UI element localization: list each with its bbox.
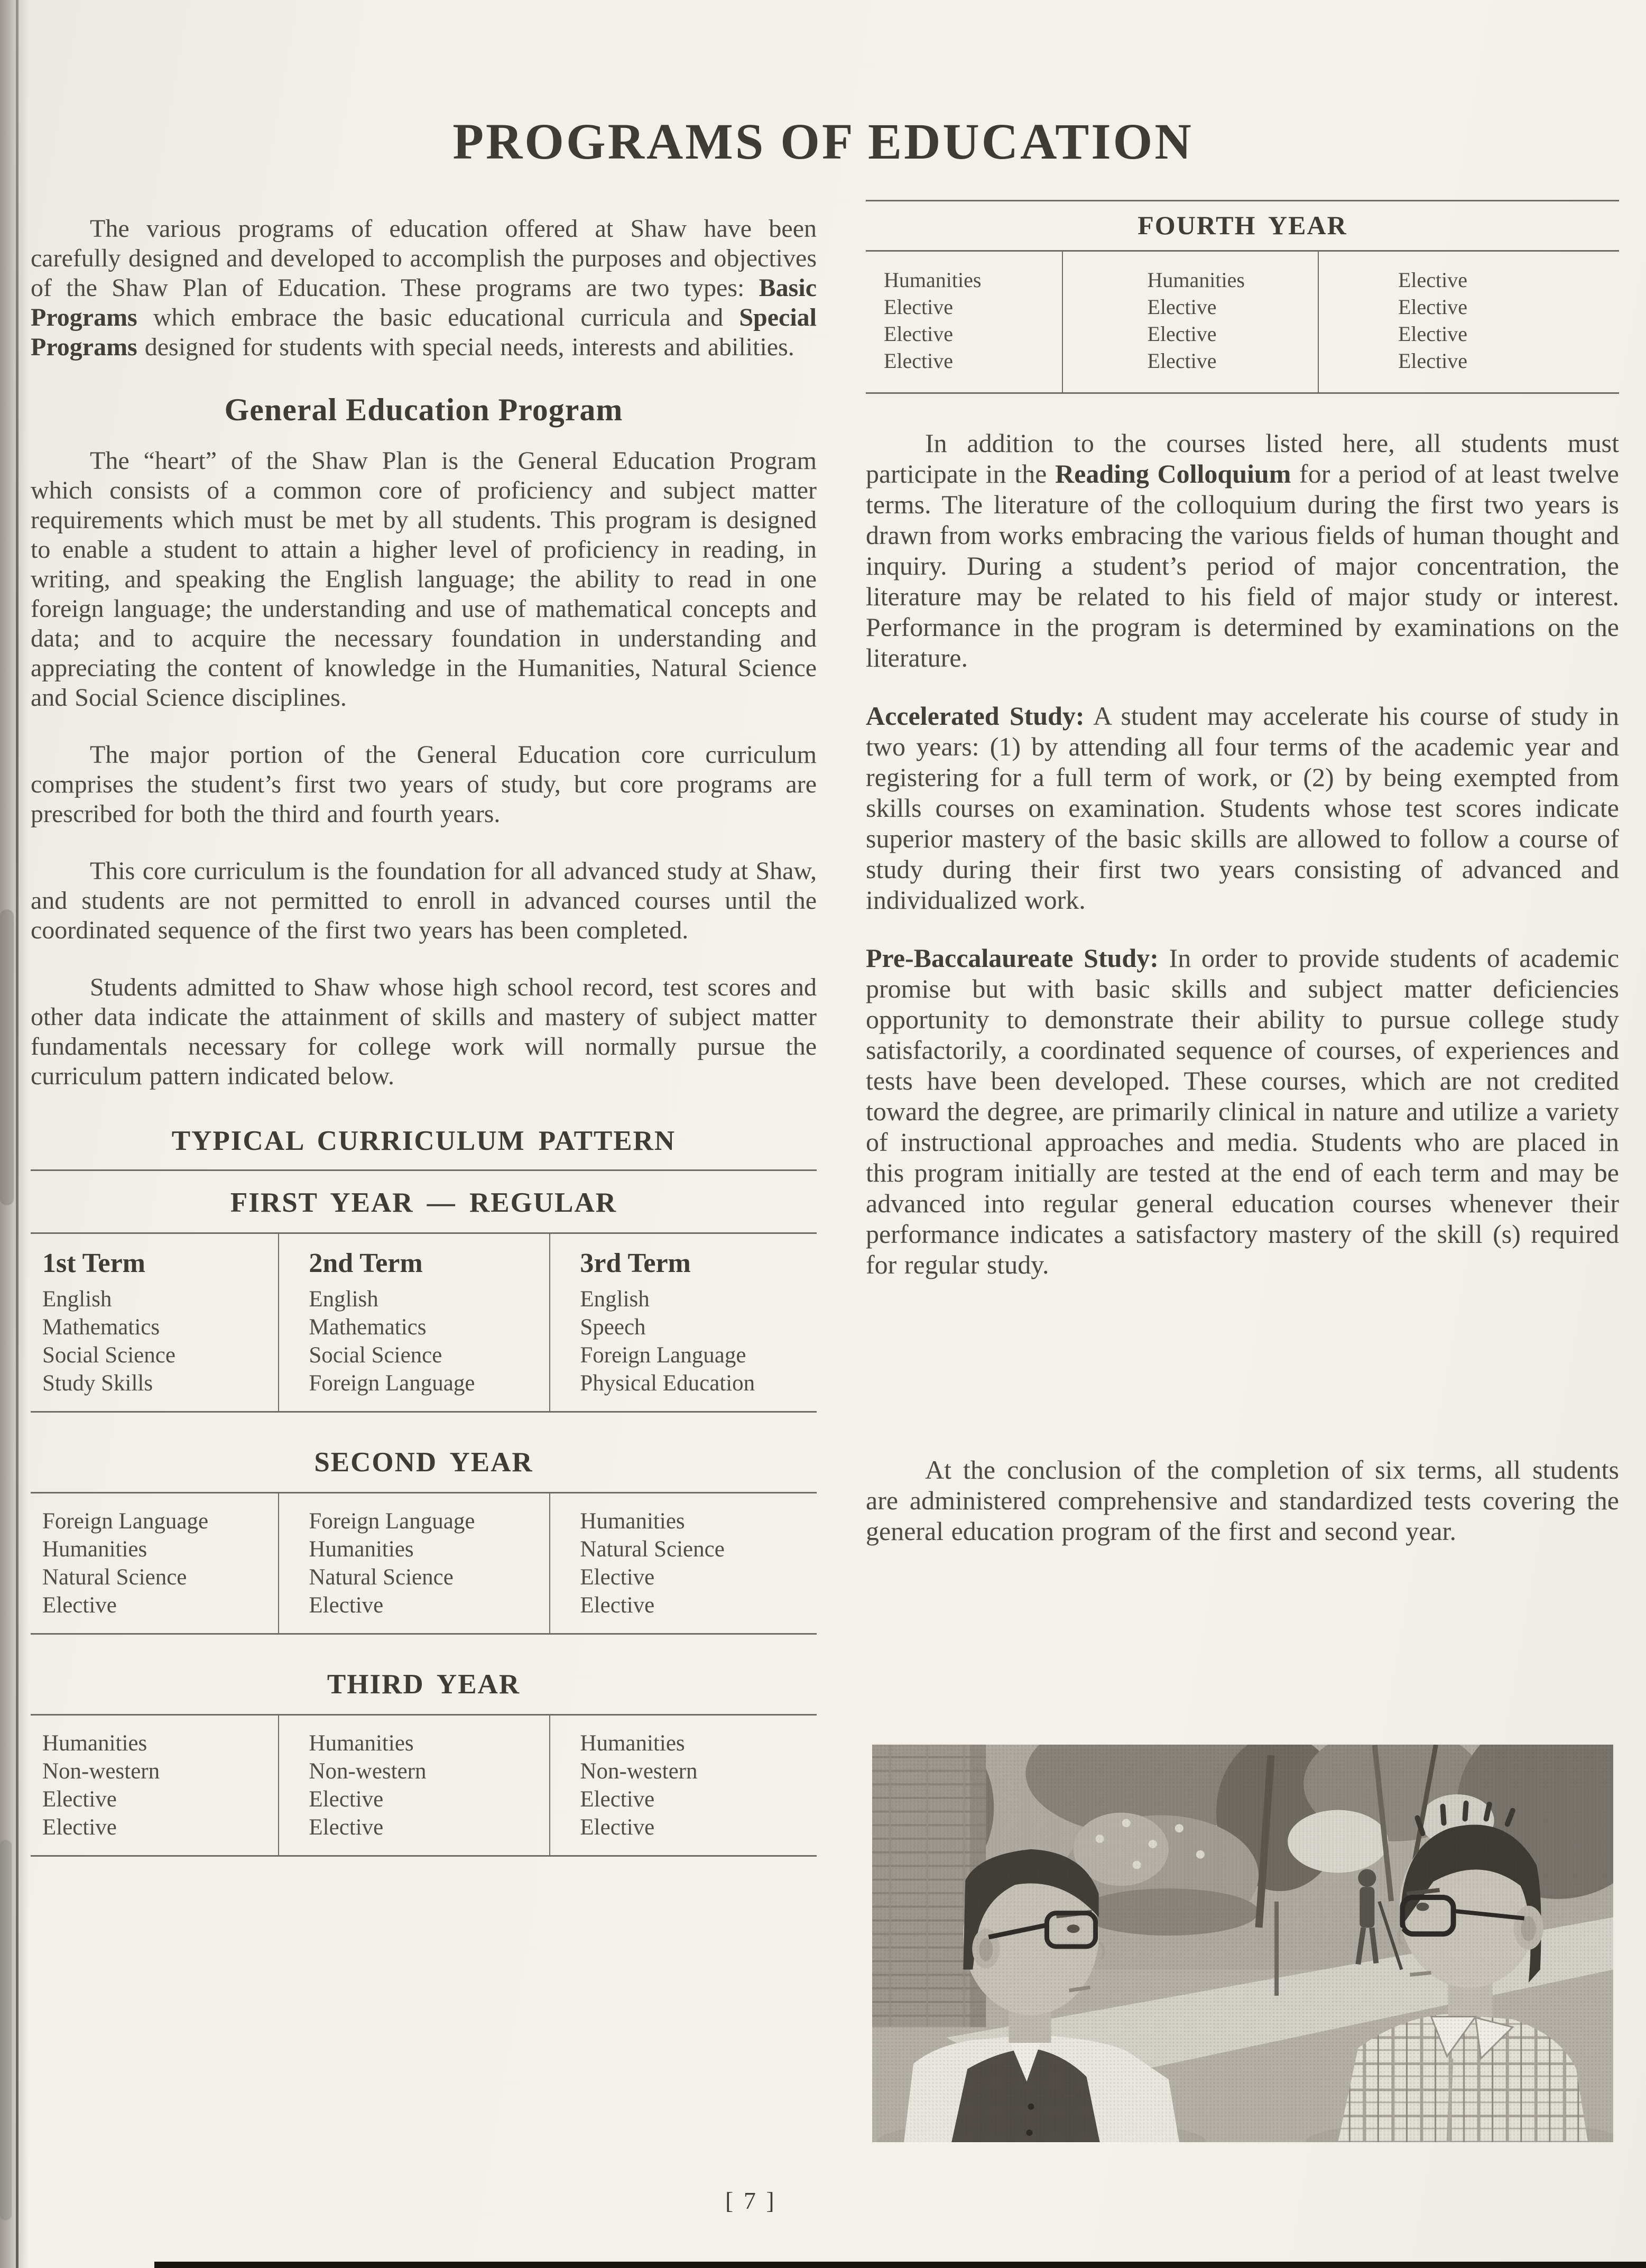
course-item: Foreign Language: [309, 1509, 475, 1534]
course-item: Elective: [42, 1787, 117, 1812]
course-item: Humanities: [309, 1731, 414, 1756]
course-item: Elective: [580, 1787, 655, 1812]
term-header: 1st Term: [42, 1248, 145, 1278]
course-item: Foreign Language: [309, 1371, 475, 1396]
course-item: Physical Education: [580, 1371, 755, 1396]
course-item: Foreign Language: [580, 1343, 746, 1368]
horizontal-rule: [31, 1169, 817, 1171]
course-item: Elective: [309, 1815, 384, 1840]
bold-text: Special Programs: [31, 303, 817, 361]
second-year-heading: SECOND YEAR: [314, 1447, 533, 1478]
page-number: [ 7 ]: [725, 2187, 776, 2214]
course-item: Elective: [42, 1593, 117, 1618]
third-year-heading: THIRD YEAR: [327, 1669, 521, 1700]
table-column: [549, 1234, 817, 1411]
general-education-heading: General Education Program: [224, 392, 623, 427]
scan-smudge: [0, 909, 14, 1205]
course-item: Non-western: [42, 1759, 160, 1784]
course-item: Elective: [580, 1815, 655, 1840]
term-header: 2nd Term: [309, 1248, 423, 1278]
first-year-table: [31, 1232, 817, 1413]
second-year-table: [31, 1492, 817, 1635]
third-year-table: [31, 1714, 817, 1857]
table-column: [1062, 252, 1318, 392]
course-item: Study Skills: [42, 1371, 153, 1396]
course-item: Natural Science: [309, 1565, 454, 1590]
course-item: Foreign Language: [42, 1509, 209, 1534]
course-item: Elective: [309, 1593, 384, 1618]
table-column: [549, 1493, 817, 1633]
course-item: Speech: [580, 1315, 646, 1340]
course-item: Social Science: [42, 1343, 175, 1368]
first-year-heading: FIRST YEAR — REGULAR: [230, 1187, 617, 1218]
bold-text: Accelerated Study:: [866, 701, 1085, 731]
table-column: [549, 1716, 817, 1855]
conclusion-paragraph: At the conclusion of the completion of six terms, all students are administered comprehensive and standardized tests covering the general education program of the first and second year.: [866, 1455, 1619, 1546]
course-item: Elective: [1398, 295, 1468, 319]
course-item: Mathematics: [42, 1315, 160, 1340]
fourth-year-table: [866, 200, 1619, 394]
bold-text: Pre-Baccalaureate Study:: [866, 943, 1159, 973]
course-item: Elective: [1147, 295, 1217, 319]
pre-baccalaureate-paragraph: Pre-Baccalaureate Study: In order to provide students of academic promise but with basic skills and subject matter deficiencies opportunity to demonstrate their ability to pursue college study satisfactorily, a coordinated sequence of courses, of experiences and tests have been developed. These courses, which are not credited toward the degree, are primarily clinical in nature and utilize a variety of instructional approaches and media. Students who are placed in this program initially are tested at the end of each term and may be advanced into regular general education courses whenever their performance indicates a satisfactory mastery of the skill (s) required for regular study.: [866, 943, 1620, 1279]
scan-edge-bar: [154, 2262, 1646, 2268]
course-item: Elective: [580, 1565, 655, 1590]
term-header: 3rd Term: [580, 1248, 691, 1278]
course-item: Humanities: [580, 1731, 685, 1756]
general-education-paragraph-2: The major portion of the General Education core curriculum comprises the student’s first two years of study, but core programs are prescribed for both the third and fourth years.: [31, 741, 817, 828]
table-column: [278, 1493, 549, 1633]
photo-grain: [872, 1745, 1613, 2142]
course-item: Elective: [1147, 322, 1217, 346]
course-item: Elective: [580, 1593, 655, 1618]
course-item: Elective: [1147, 349, 1217, 373]
course-item: Elective: [884, 322, 954, 346]
page-title: PROGRAMS OF EDUCATION: [452, 113, 1194, 170]
course-item: English: [42, 1287, 112, 1312]
table-column: [1318, 252, 1619, 392]
intro-paragraph: The various programs of education offered at Shaw have been carefully designed and developed to accomplish the purposes and objectives of the Shaw Plan of Education. These programs are two types: Basic Programs which embrace the basic educational curricula and Special Programs designed for students with special needs, interests and abilities.: [31, 215, 817, 361]
course-item: Elective: [1398, 268, 1468, 292]
course-item: Humanities: [309, 1537, 414, 1562]
course-item: Humanities: [42, 1537, 147, 1562]
general-education-paragraph-3: This core curriculum is the foundation for all advanced study at Shaw, and students are not permitted to enroll in advanced courses until the coordinated sequence of the first two years has been completed.: [31, 857, 817, 944]
table-column: [31, 1493, 278, 1633]
table-column: [31, 1716, 278, 1855]
campus-photo: [872, 1745, 1613, 2142]
course-item: Elective: [884, 295, 954, 319]
right-column: [866, 200, 1619, 1546]
fourth-year-table-body: [866, 252, 1619, 392]
bold-text: Basic Programs: [31, 274, 817, 331]
course-item: Elective: [309, 1787, 384, 1812]
course-item: Elective: [42, 1815, 117, 1840]
reading-colloquium-paragraph: In addition to the courses listed here, all students must participate in the Reading Colloquium for a period of at least twelve terms. The literature of the colloquium during the first two years is drawn from works embracing the various fields of human thought and inquiry. During a student’s period of major concentration, the literature may be related to his field of major study or interest. Performance in the program is determined by examinations on the literature.: [866, 428, 1620, 672]
course-item: Humanities: [1147, 268, 1245, 292]
table-column: [278, 1716, 549, 1855]
course-item: Humanities: [884, 268, 982, 292]
bold-text: Reading Colloquium: [1055, 459, 1291, 488]
course-item: Social Science: [309, 1343, 442, 1368]
course-item: Natural Science: [580, 1537, 725, 1562]
course-item: English: [580, 1287, 650, 1312]
course-item: English: [309, 1287, 378, 1312]
accelerated-study-paragraph: Accelerated Study: A student may accelerate his course of study in two years: (1) by attending all four terms of the academic year and registering for a full term of work, or (2) by being exempted from skills courses on examination. Students whose test scores indicate superior mastery of the basic skills are allowed to follow a course of study during their first two years consisting of advanced and individualized work.: [866, 701, 1619, 915]
course-item: Mathematics: [309, 1315, 427, 1340]
course-item: Natural Science: [42, 1565, 187, 1590]
course-item: Non-western: [309, 1759, 427, 1784]
fourth-year-heading: FOURTH YEAR: [866, 201, 1619, 252]
left-column: [31, 214, 817, 1857]
course-item: Humanities: [580, 1509, 685, 1534]
course-item: Elective: [1398, 322, 1468, 346]
table-column: [31, 1234, 278, 1411]
table-column: [866, 252, 1062, 392]
course-item: Non-western: [580, 1759, 698, 1784]
curriculum-pattern-heading: TYPICAL CURRICULUM PATTERN: [171, 1126, 676, 1156]
scan-smudge: [0, 1840, 12, 2220]
table-column: [278, 1234, 549, 1411]
binding-line: [16, 0, 19, 2268]
general-education-paragraph-4: Students admitted to Shaw whose high school record, test scores and other data indicate the attainment of skills and mastery of subject matter fundamentals necessary for college work will normally pursue the curriculum pattern indicated below.: [31, 973, 817, 1090]
course-item: Elective: [884, 349, 954, 373]
general-education-paragraph-1: The “heart” of the Shaw Plan is the General Education Program which consists of a common core of proficiency and subject matter requirements which must be met by all students. This program is designed to enable a student to attain a higher level of proficiency in reading, in writing, and speaking the English language; the ability to read in one foreign language; the understanding and use of mathematical concepts and data; and to acquire the necessary foundation in understanding and appreciating the content of knowledge in the Humanities, Natural Science and Social Science disciplines.: [31, 447, 817, 712]
course-item: Elective: [1398, 349, 1468, 373]
course-item: Humanities: [42, 1731, 147, 1756]
campus-photo-illustration: [872, 1745, 1613, 2142]
